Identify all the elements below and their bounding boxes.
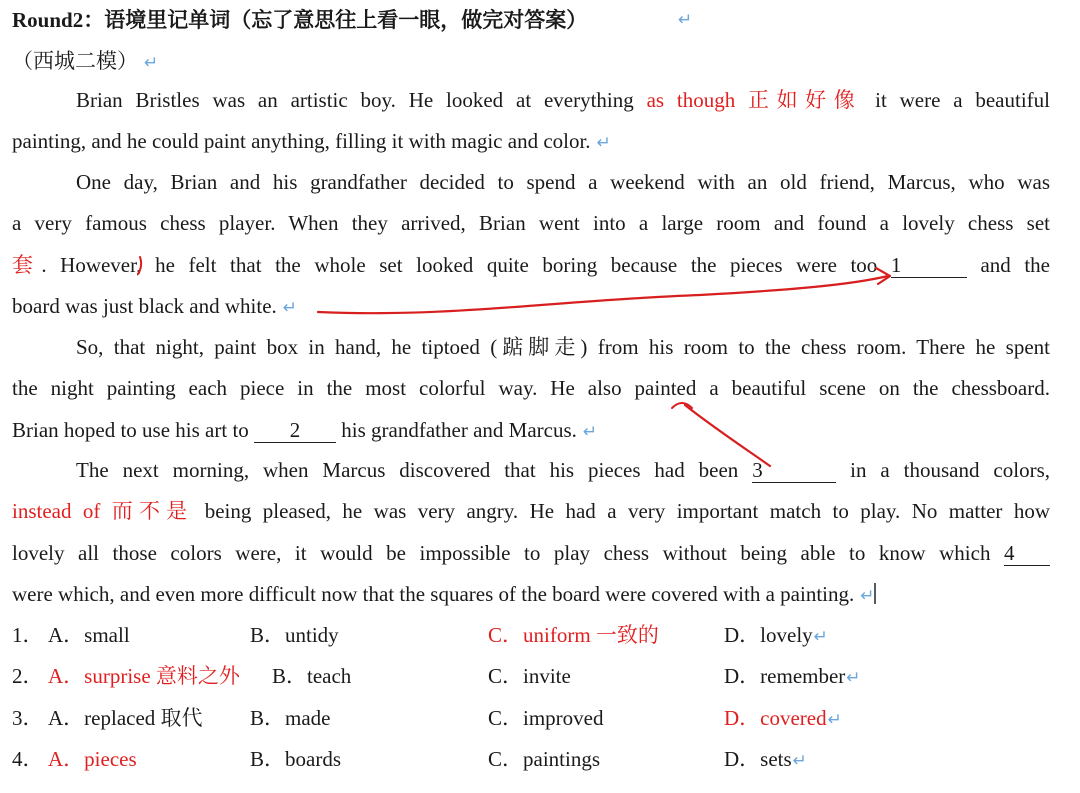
text: One day, Brian and his grandfather decided to spend a weekend with an old friend, Marcus, who was — [76, 170, 1050, 194]
return-mark: ↵ — [282, 298, 298, 318]
option-c[interactable]: C．improved — [488, 706, 604, 730]
vocab-highlight: 套 — [12, 253, 42, 277]
option-a[interactable]: A．small — [48, 623, 130, 647]
source-label — [12, 47, 158, 77]
return-mark: ↵ — [582, 422, 598, 442]
caret-mark — [672, 403, 692, 408]
text: So, that night, paint box in hand, he tiptoed (踮脚走) from his room to the chess room. There he spent — [76, 335, 1050, 359]
return-mark: ↵ — [144, 53, 159, 73]
text: The next morning, when Marcus discovered that his pieces had been — [76, 458, 753, 482]
text: . However, he felt that the whole set looked quite boring because the pieces were too — [41, 253, 891, 277]
return-mark: ↵ — [596, 133, 611, 153]
text: being pleased, he was very angry. He had a very important match to play. No matter how — [193, 499, 1050, 523]
option-d-text: D．covered — [724, 706, 827, 730]
return-mark: ↵ — [827, 710, 842, 730]
text: the night painting each piece in the most colorful way. He also painted a beautiful scene on the chessboard. — [12, 376, 1050, 400]
paragraph-4-line-3 — [12, 539, 1050, 567]
option-number: 3． — [12, 706, 44, 730]
option-c[interactable]: C．invite — [488, 664, 571, 688]
return-mark: ↵ — [846, 668, 861, 688]
paragraph-4-line-1 — [76, 456, 1050, 484]
option-d[interactable] — [724, 745, 807, 775]
option-b[interactable]: B．made — [250, 706, 331, 730]
text: it were a beautiful — [862, 88, 1051, 112]
paragraph-2-line-1 — [76, 168, 1050, 196]
option-a[interactable]: A．replaced 取代 — [48, 706, 203, 730]
paragraph-2-line-4 — [12, 292, 297, 322]
blank-1[interactable]: 1 — [891, 253, 967, 278]
paragraph-4-line-4 — [12, 580, 875, 610]
option-b[interactable]: B．teach — [272, 664, 352, 688]
option-d[interactable] — [724, 662, 861, 692]
option-number: 1． — [12, 623, 44, 647]
text: were which, and even more difficult now that the squares of the board were covered with a painting. — [12, 582, 855, 606]
option-d-text: D．remember — [724, 664, 846, 688]
vocab-highlight: as though 正如好像 — [646, 88, 863, 112]
paragraph-1-line-2 — [12, 127, 611, 157]
option-d-answer[interactable] — [724, 704, 842, 734]
text: and the — [966, 253, 1050, 277]
return-mark: ↵ — [678, 10, 693, 30]
option-a-answer[interactable]: A．surprise 意料之外 — [48, 664, 240, 688]
text: Brian hoped to use his art to — [12, 418, 255, 442]
option-a-answer[interactable]: A．pieces — [48, 747, 137, 771]
paragraph-2-line-2 — [12, 209, 1050, 237]
text: in a thousand colors, — [836, 458, 1050, 482]
option-b[interactable]: B．untidy — [250, 623, 339, 647]
option-d-text: D．sets — [724, 747, 792, 771]
return-mark: ↵ — [813, 627, 828, 647]
underline-arrow-1 — [318, 276, 888, 313]
vocab-highlight: instead of 而不是 — [12, 499, 194, 523]
option-number: 4． — [12, 747, 44, 771]
text: Brian Bristles was an artistic boy. He looked at everything — [76, 88, 647, 112]
text: lovely all those colors were, it would be impossible to play chess without being able to know which — [12, 541, 1004, 565]
option-d[interactable] — [724, 621, 828, 651]
paragraph-3-line-3 — [12, 416, 597, 446]
text: board was just black and white. — [12, 294, 277, 318]
return-mark: ↵ — [792, 751, 807, 771]
option-b[interactable]: B．boards — [250, 747, 341, 771]
blank-4[interactable]: 4 — [1004, 541, 1050, 566]
option-number: 2． — [12, 664, 44, 688]
paragraph-1-line-1 — [76, 86, 1050, 114]
text: a very famous chess player. When they arrived, Brian went into a large room and found a lovely chess set — [12, 211, 1050, 235]
paragraph-2-line-3 — [12, 251, 1050, 279]
text: painting, and he could paint anything, filling it with magic and color. — [12, 129, 591, 153]
text: his grandfather and Marcus. — [336, 418, 577, 442]
paragraph-3-line-2 — [12, 374, 1050, 402]
blank-2[interactable]: 2 — [254, 418, 336, 443]
option-d-text: D．lovely — [724, 623, 813, 647]
page-title: Round2：语境里记单词（忘了意思往上看一眼，做完对答案） — [12, 8, 588, 32]
paragraph-4-line-2 — [12, 497, 1050, 525]
blank-3[interactable]: 3 — [752, 458, 836, 483]
option-c[interactable]: C．paintings — [488, 747, 601, 771]
source-text: （西城二模） — [12, 49, 138, 73]
return-mark: ↵ — [860, 586, 875, 606]
option-c-answer[interactable]: C．uniform 一致的 — [488, 623, 659, 647]
paragraph-3-line-1 — [76, 333, 1050, 361]
